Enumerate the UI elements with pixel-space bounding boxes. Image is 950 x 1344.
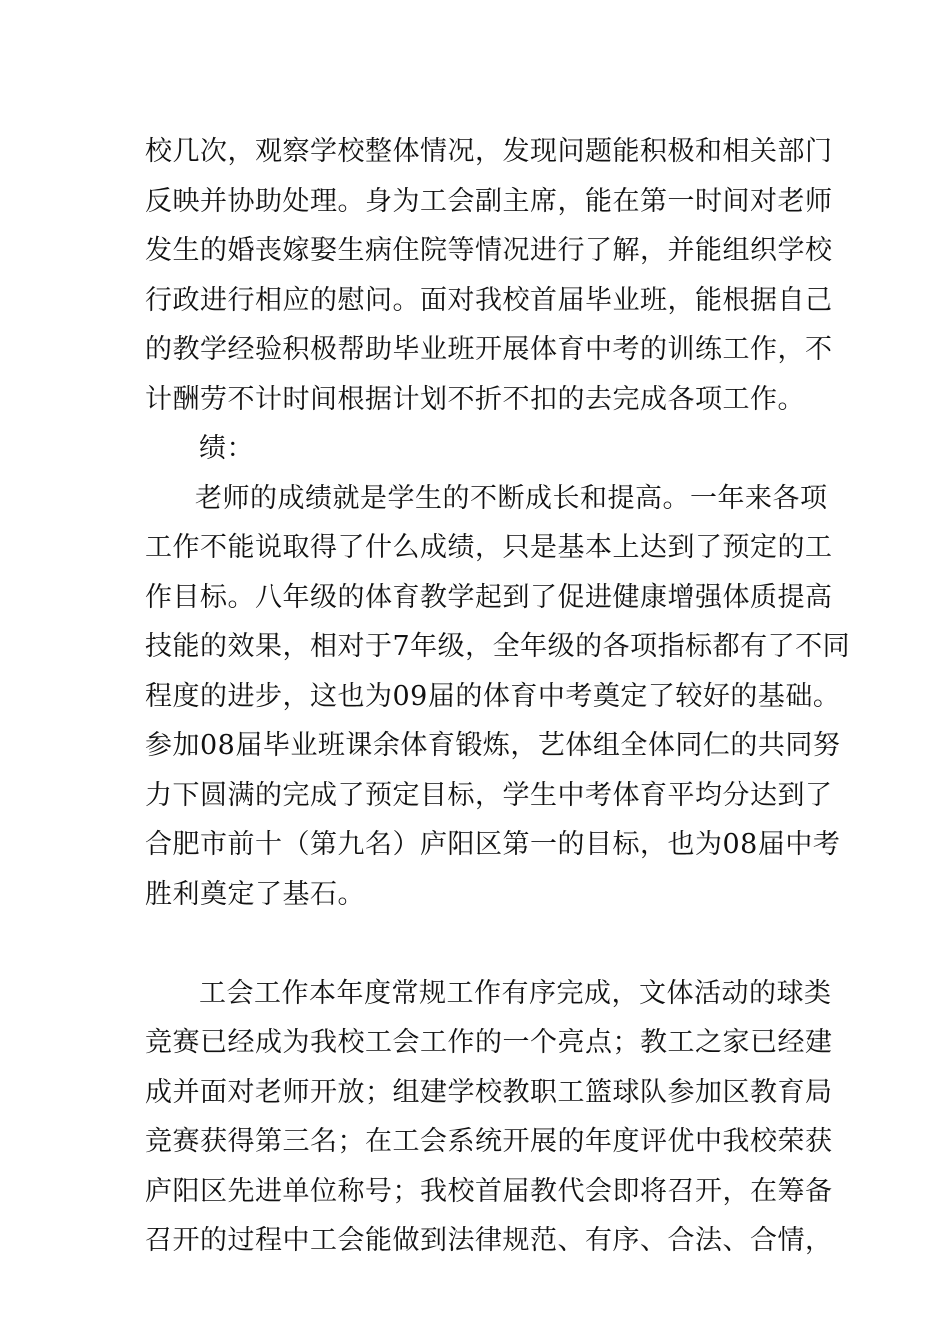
text-line: 胜利奠定了基石。: [145, 878, 365, 910]
text-line: 计酬劳不计时间根据计划不折不扣的去完成各项工作。: [145, 383, 805, 415]
paragraph-union-work: [145, 969, 833, 1266]
text-line: 成并面对老师开放；组建学校教职工篮球队参加区教育局: [145, 1076, 833, 1108]
text-line: 竞赛获得第三名；在工会系统开展的年度评优中我校荣获: [145, 1126, 833, 1157]
text-line: 技能的效果，相对于7年级，全年级的各项指标都有了不同: [145, 631, 851, 662]
text-line: 校几次，观察学校整体情况，发现问题能积极和相关部门: [145, 136, 833, 167]
text-line: 庐阳区先进单位称号；我校首届教代会即将召开，在筹备: [145, 1175, 833, 1207]
text-line: 程度的进步，这也为09届的体育中考奠定了较好的基础。: [145, 680, 841, 712]
paragraph-spacer: [145, 919, 810, 969]
section-heading: 绩：: [199, 433, 254, 464]
text-line: 工会工作本年度常规工作有序完成，文体活动的球类: [199, 977, 832, 1009]
text-line: 工作不能说取得了什么成绩，只是基本上达到了预定的工: [145, 532, 833, 563]
section-heading-achievements: [145, 424, 810, 474]
text-line: 作目标。八年级的体育教学起到了促进健康增强体质提高: [145, 581, 833, 613]
paragraph-duties-continued: [145, 127, 833, 424]
document-body: [145, 127, 851, 1266]
text-line: 发生的婚丧嫁娶生病住院等情况进行了解，并能组织学校: [145, 235, 833, 266]
text-line: 老师的成绩就是学生的不断成长和提高。一年来各项: [195, 482, 828, 514]
text-line: 合肥市前十（第九名）庐阳区第一的目标，也为08届中考: [145, 829, 841, 860]
text-line: 的教学经验积极帮助毕业班开展体育中考的训练工作，不: [145, 334, 833, 365]
text-line: 行政进行相应的慰问。面对我校首届毕业班，能根据自己: [145, 284, 833, 316]
text-line: 反映并协助处理。身为工会副主席，能在第一时间对老师: [145, 185, 833, 217]
text-line: 力下圆满的完成了预定目标，学生中考体育平均分达到了: [145, 779, 833, 811]
text-line: 参加08届毕业班课余体育锻炼，艺体组全体同仁的共同努: [145, 730, 841, 761]
text-line: 竞赛已经成为我校工会工作的一个亮点；教工之家已经建: [145, 1027, 833, 1058]
paragraph-achievements: [145, 474, 851, 920]
text-line: 召开的过程中工会能做到法律规范、有序、合法、合情，: [145, 1225, 833, 1256]
